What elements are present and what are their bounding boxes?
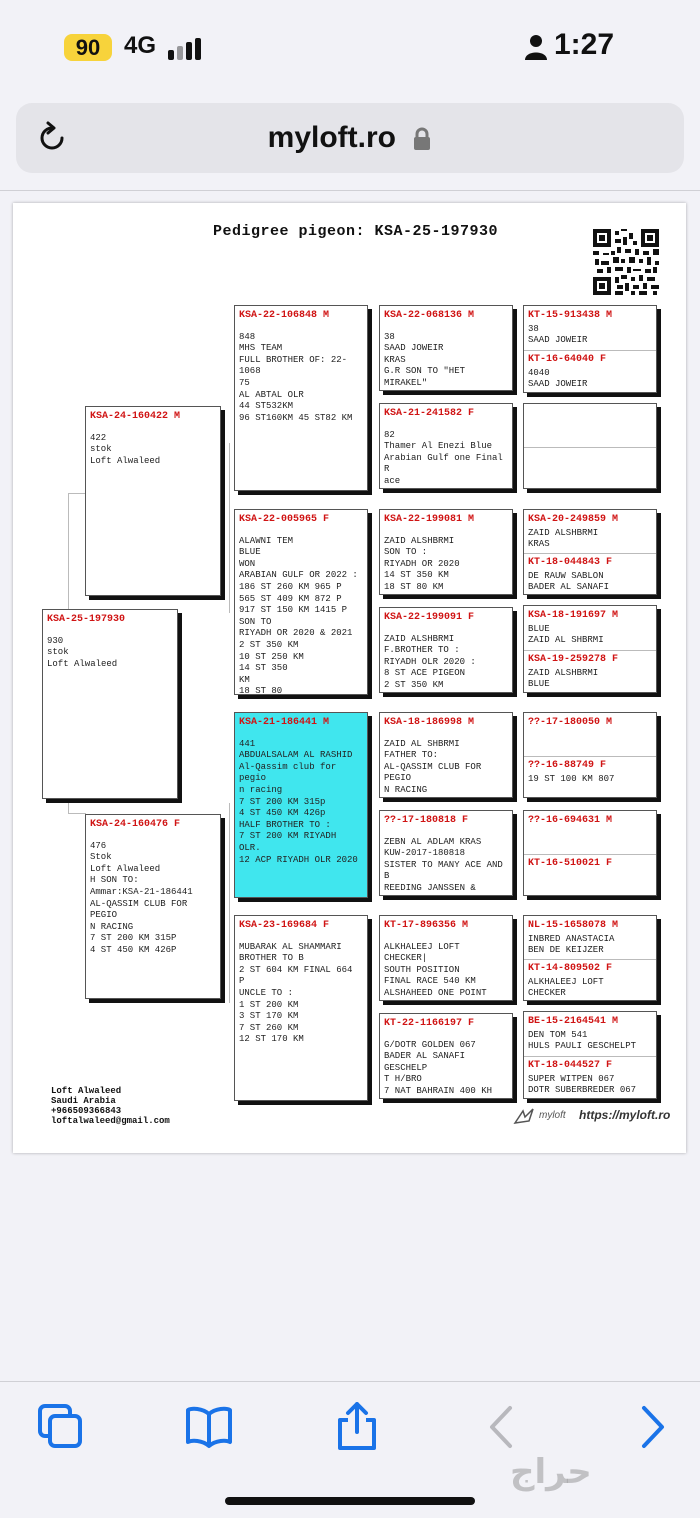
- divider: [524, 1056, 656, 1057]
- pedigree-card-gen4[interactable]: [379, 607, 513, 693]
- pedigree-document: [13, 203, 686, 1153]
- card-text: 848 MHS TEAM FULL BROTHER OF: 22-1068 75 AL ABTAL OLR 44 ST532KM 96 ST160KM 45 ST82 KM: [239, 331, 353, 423]
- ring-number: KT-22-1166197 F: [384, 1018, 475, 1029]
- pedigree-card-gen5[interactable]: [523, 810, 657, 896]
- card-text: 422 stok Loft Alwaleed: [90, 432, 161, 466]
- card-text: BLUE ZAID AL SHBRMI: [528, 623, 604, 646]
- connector-line: [68, 813, 86, 814]
- divider: [524, 854, 656, 855]
- pedigree-card-gen4[interactable]: [379, 305, 513, 391]
- card-text: ALKHALEEJ LOFT CHECKER: [528, 976, 604, 999]
- ring-number: KT-18-044527 F: [528, 1060, 613, 1071]
- pedigree-card-sire[interactable]: [85, 406, 221, 596]
- address-bar[interactable]: [16, 103, 684, 173]
- pedigree-card-gen3[interactable]: [234, 509, 368, 695]
- pedigree-card-dam[interactable]: [85, 814, 221, 999]
- owner-line: Loft Alwaleed: [51, 1086, 122, 1096]
- pedigree-card-gen5[interactable]: [523, 403, 657, 489]
- qr-code: [593, 229, 659, 295]
- card-text: DE RAUW SABLON BADER AL SANAFI: [528, 570, 610, 593]
- ring-number: KT-18-044843 F: [528, 557, 613, 568]
- card-text: 930 stok Loft Alwaleed: [47, 635, 118, 669]
- url-label: myloft.ro: [267, 121, 396, 154]
- card-text: ZAID ALSHBRMI F.BROTHER TO : RIYADH OLR 2020 : 8 ST ACE PIGEON 2 ST 350 KM: [384, 633, 476, 690]
- clock: 1:27: [554, 28, 615, 61]
- card-text: ALAWNI TEM BLUE WON ARABIAN GULF OR 2022 : 186 ST 260 KM 965 P 565 ST 409 KM 872 P 917 ST 150 KM 1415 P SON TO RIYADH OR 2020 & 2021 2 ST 350 KM 10 ST 250 KM 14 ST 350 KM 18 ST 80: [239, 535, 358, 695]
- ring-number: KSA-21-241582 F: [384, 408, 475, 419]
- forward-icon[interactable]: [626, 1402, 676, 1452]
- card-text: 476 Stok Loft Alwaleed H SON TO: Ammar:KSA-21-186441 AL-QASSIM CLUB FOR PEGIO N RACING 7 ST 200 KM 315P 4 ST 450 KM 426P: [90, 840, 193, 955]
- lock-icon: [412, 127, 432, 151]
- ring-number: KT-16-510021 F: [528, 858, 613, 869]
- ring-number: KSA-24-160476 F: [90, 819, 181, 830]
- card-text: 82 Thamer Al Enezi Blue Arabian Gulf one Final R ace: [384, 429, 503, 486]
- card-text: ZAID ALSHBRMI BLUE: [528, 667, 599, 690]
- owner-line: loftalwaleed@gmail.com: [51, 1116, 170, 1126]
- ring-number: KSA-18-186998 M: [384, 717, 475, 728]
- pedigree-card-gen4[interactable]: [379, 1013, 513, 1099]
- pedigree-card-gen4[interactable]: [379, 810, 513, 896]
- card-text: 441 ABDUALSALAM AL RASHID Al-Qassim club for pegio n racing 7 ST 200 KM 315p 4 ST 450 KM 426p HALF BROTHER TO : 7 ST 200 KM RIYADH OLR. 12 ACP RIYADH OLR 2020: [239, 738, 358, 865]
- pedigree-card-gen5[interactable]: [523, 1011, 657, 1099]
- card-text: ZAID ALSHBRMI SON TO : RIYADH OR 2020 14 ST 350 KM 18 ST 80 KM: [384, 535, 460, 592]
- separator: [0, 190, 700, 191]
- watermark: حراج: [510, 1453, 592, 1491]
- divider: [524, 756, 656, 757]
- connector-line: [229, 803, 230, 1003]
- ring-number: KT-14-809502 F: [528, 963, 613, 974]
- ring-number: KSA-23-169684 F: [239, 920, 330, 931]
- ring-number: NL-15-1658078 M: [528, 920, 619, 931]
- owner-info: [51, 1086, 170, 1126]
- ring-number: KSA-24-160422 M: [90, 411, 181, 422]
- ring-number: KSA-21-186441 M: [239, 717, 330, 728]
- ring-number: ??-17-180818 F: [384, 815, 469, 826]
- bookmarks-icon[interactable]: [184, 1402, 234, 1452]
- ring-number: KT-17-896356 M: [384, 920, 469, 931]
- card-text: DEN TOM 541 HULS PAULI GESCHELPT: [528, 1029, 637, 1052]
- owner-line: +966509366843: [51, 1106, 122, 1116]
- card-text: ZEBN AL ADLAM KRAS KUW-2017-180818 SISTER TO MANY ACE AND B REEDING JANSSEN &: [384, 836, 503, 893]
- ring-number: KSA-22-199081 M: [384, 514, 475, 525]
- divider: [524, 959, 656, 960]
- signal-icon: [168, 36, 208, 60]
- ring-number: KSA-22-005965 F: [239, 514, 330, 525]
- ring-number: KSA-22-106848 M: [239, 310, 330, 321]
- ring-number: KSA-22-068136 M: [384, 310, 475, 321]
- card-text: MUBARAK AL SHAMMARI BROTHER TO B 2 ST 604 KM FINAL 664 P UNCLE TO : 1 ST 200 KM 3 ST 170 KM 7 ST 260 KM 12 ST 170 KM: [239, 941, 353, 1045]
- pedigree-card-gen3[interactable]: [234, 712, 368, 898]
- back-icon[interactable]: [478, 1402, 528, 1452]
- ring-number: KT-16-64040 F: [528, 354, 607, 365]
- card-text: INBRED ANASTACIA BEN DE KEIJZER: [528, 933, 615, 956]
- card-text: ZAID AL SHBRMI FATHER TO: AL-QASSIM CLUB FOR PEGIO N RACING: [384, 738, 482, 795]
- pedigree-card-main[interactable]: [42, 609, 178, 799]
- share-icon[interactable]: [332, 1402, 382, 1452]
- ring-number: KSA-18-191697 M: [528, 610, 619, 621]
- pedigree-card-gen4[interactable]: [379, 915, 513, 1001]
- card-text: SUPER WITPEN 067 DOTR SUBERBREDER 067: [528, 1073, 637, 1096]
- pedigree-card-gen4[interactable]: [379, 509, 513, 595]
- card-text: G/DOTR GOLDEN 067 BADER AL SANAFI GESCHELP T H/BRO 7 NAT BAHRAIN 400 KH: [384, 1039, 493, 1096]
- network-type: 4G: [124, 32, 157, 59]
- ring-number: BE-15-2164541 M: [528, 1016, 619, 1027]
- pedigree-card-gen3[interactable]: [234, 305, 368, 491]
- card-text: 4040 SAAD JOWEIR: [528, 367, 588, 390]
- ring-number: ??-16-694631 M: [528, 815, 613, 826]
- ring-number: KSA-19-259278 F: [528, 654, 619, 665]
- divider: [524, 350, 656, 351]
- card-text: 38 SAAD JOWEIR: [528, 323, 588, 346]
- card-text: ZAID ALSHBRMI KRAS: [528, 527, 599, 550]
- pedigree-card-gen5[interactable]: [523, 605, 657, 693]
- pedigree-card-gen5[interactable]: [523, 915, 657, 1001]
- page-title: Pedigree pigeon: KSA-25-197930: [213, 223, 499, 240]
- card-text: 19 ST 100 KM 807: [528, 773, 615, 784]
- home-indicator[interactable]: [225, 1497, 475, 1505]
- pedigree-card-gen5[interactable]: [523, 509, 657, 595]
- pedigree-card-gen3[interactable]: [234, 915, 368, 1101]
- person-icon: [524, 34, 548, 60]
- card-text: ALKHALEEJ LOFT CHECKER| SOUTH POSITION FINAL RACE 540 KM ALSHAHEED ONE POINT: [384, 941, 487, 998]
- ring-number: KSA-20-249859 M: [528, 514, 619, 525]
- pedigree-card-gen4[interactable]: [379, 403, 513, 489]
- owner-line: Saudi Arabia: [51, 1096, 116, 1106]
- divider: [524, 650, 656, 651]
- brand-name: myloft: [539, 1110, 566, 1121]
- connector-line: [229, 443, 230, 613]
- ring-number: ??-17-180050 M: [528, 717, 613, 728]
- card-text: 38 SAAD JOWEIR KRAS G.R SON TO "HET MIRAKEL": [384, 331, 466, 388]
- battery-indicator: 90: [64, 34, 112, 61]
- ring-number: KSA-25-197930: [47, 614, 126, 625]
- url-text[interactable]: [16, 121, 684, 155]
- pedigree-card-gen5[interactable]: [523, 305, 657, 393]
- connector-line: [68, 493, 86, 494]
- status-bar: [0, 0, 700, 90]
- divider: [524, 553, 656, 554]
- ring-number: KSA-22-199091 F: [384, 612, 475, 623]
- myloft-logo-icon: [513, 1107, 537, 1127]
- pedigree-card-gen4[interactable]: [379, 712, 513, 798]
- divider: [524, 447, 656, 448]
- tabs-icon[interactable]: [36, 1402, 86, 1452]
- pedigree-card-gen5[interactable]: [523, 712, 657, 798]
- brand-link[interactable]: https://myloft.ro: [579, 1108, 671, 1122]
- ring-number: ??-16-88749 F: [528, 760, 607, 771]
- ring-number: KT-15-913438 M: [528, 310, 613, 321]
